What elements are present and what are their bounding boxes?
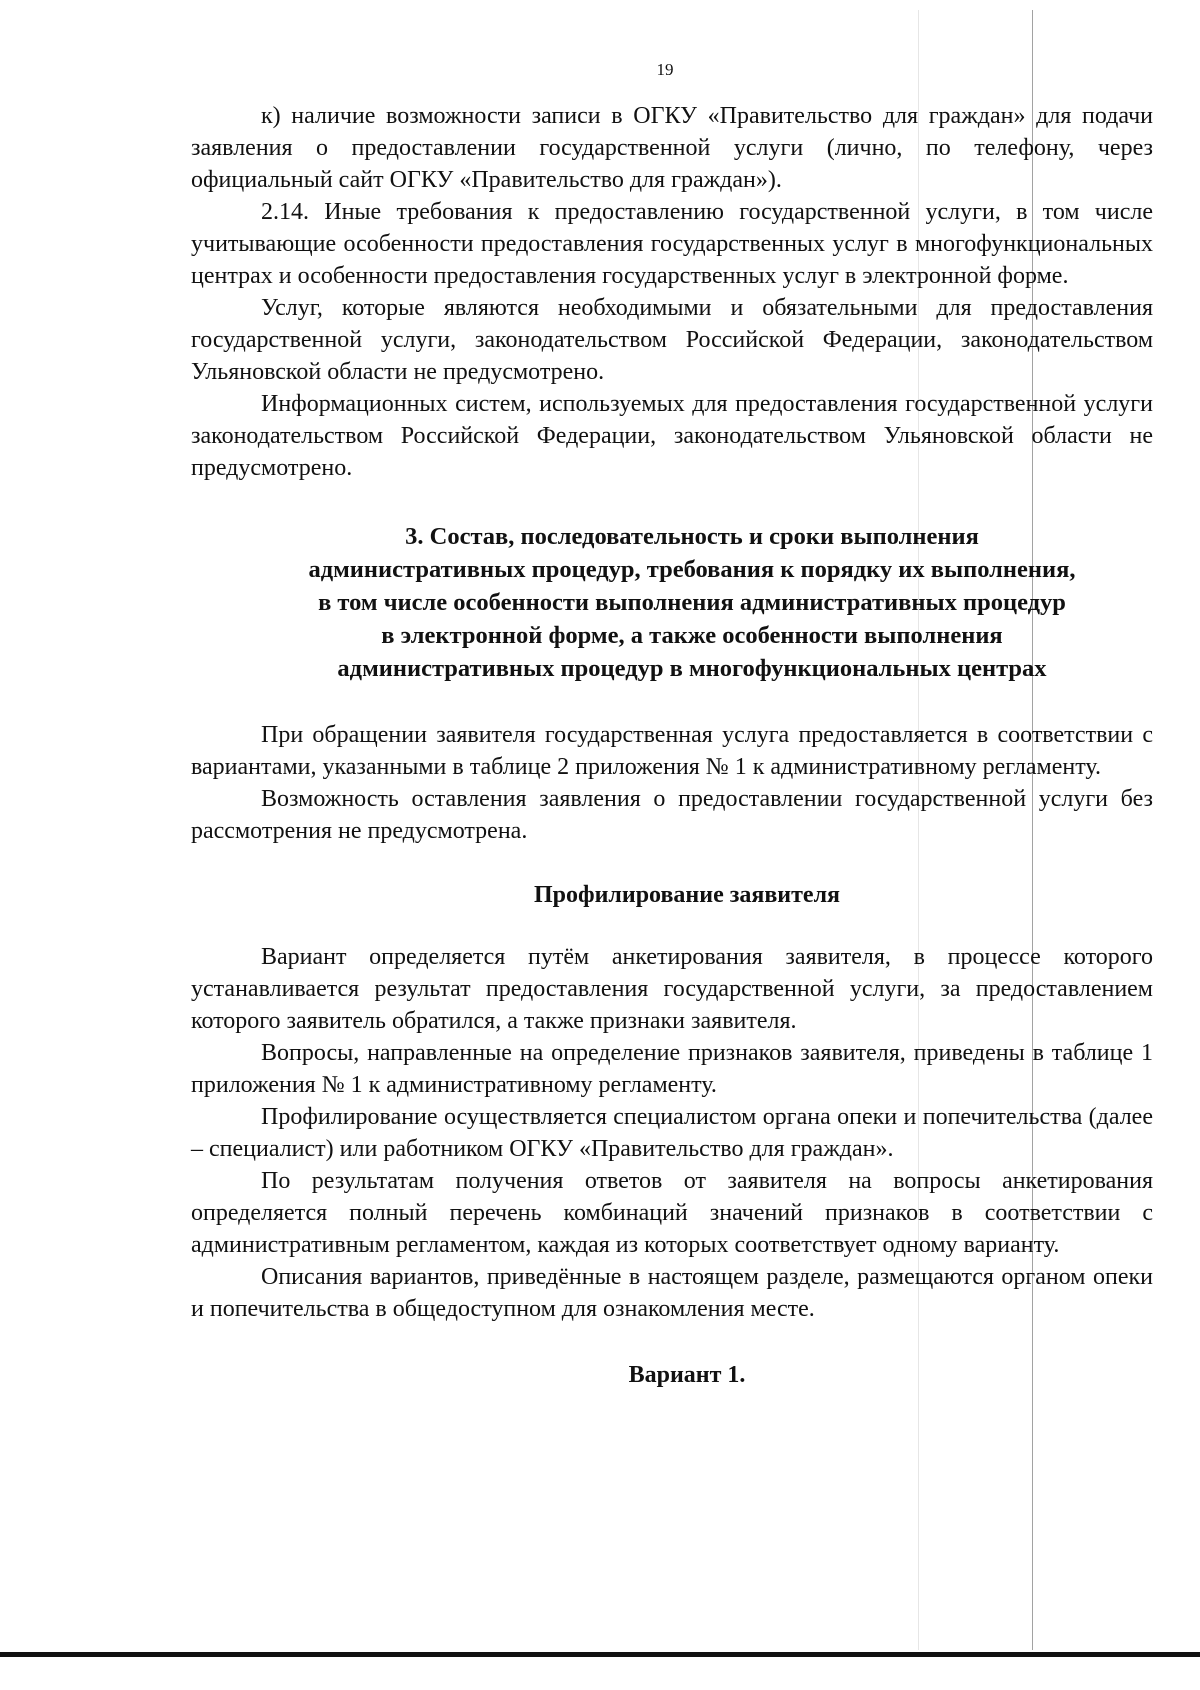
- paragraph-profiling-2: Вопросы, направленные на определение признаков заявителя, приведены в таблице 1 приложения № 1 к административному регламенту.: [191, 1040, 1153, 1098]
- paragraph-profiling-5: Описания вариантов, приведённые в настоящем разделе, размещаются органом опеки и попечительства в общедоступном для ознакомления месте.: [191, 1264, 1153, 1322]
- document-body: [191, 100, 1153, 1391]
- section-3-heading-line: административных процедур в многофункциональных центрах: [337, 655, 1047, 682]
- paragraph-profiling-3: Профилирование осуществляется специалистом органа опеки и попечительства (далее – специалист) или работником ОГКУ «Правительство для граждан».: [191, 1104, 1153, 1162]
- paragraph-information-systems: Информационных систем, используемых для предоставления государственной услуги законодательством Российской Федерации, законодательством Ульяновской области не предусмотрено.: [191, 391, 1153, 481]
- section-3-heading-line: в электронной форме, а также особенности выполнения: [381, 622, 1003, 649]
- section-3-heading-line: 3. Состав, последовательность и сроки выполнения: [405, 523, 979, 550]
- section-3-heading-line: административных процедур, требования к порядку их выполнения,: [308, 556, 1076, 583]
- paragraph-profiling-4: По результатам получения ответов от заявителя на вопросы анкетирования определяется полный перечень комбинаций значений признаков в соответствии с административным регламентом, каждая из которых соответствует одному варианту.: [191, 1168, 1153, 1258]
- paragraph-item-k: к) наличие возможности записи в ОГКУ «Правительство для граждан» для подачи заявления о предоставлении государственной услуги (лично, по телефону, через официальный сайт ОГКУ «Правительство для граждан»).: [191, 103, 1153, 193]
- paragraph-no-rejection: Возможность оставления заявления о предоставлении государственной услуги без рассмотрения не предусмотрена.: [191, 786, 1153, 844]
- scan-bottom-border: [0, 1652, 1200, 1657]
- paragraph-profiling-1: Вариант определяется путём анкетирования заявителя, в процессе которого устанавливается результат предоставления государственной услуги, за предоставлением которого заявитель обратился, а также признаки заявителя.: [191, 944, 1153, 1034]
- paragraph-variants: При обращении заявителя государственная услуга предоставляется в соответствии с вариантами, указанными в таблице 2 приложения № 1 к административному регламенту.: [191, 722, 1153, 780]
- section-3-heading: [191, 520, 1153, 685]
- variant-heading: Вариант 1.: [628, 1362, 746, 1388]
- section-3-heading-line: в том числе особенности выполнения административных процедур: [318, 589, 1066, 616]
- profiling-heading: Профилирование заявителя: [533, 882, 841, 908]
- page-number: 19: [656, 60, 674, 79]
- paragraph-services: Услуг, которые являются необходимыми и обязательными для предоставления государственной услуги, законодательством Российской Федерации, законодательством Ульяновской области не предусмотрено.: [191, 295, 1153, 385]
- paragraph-2-14: 2.14. Иные требования к предоставлению государственной услуги, в том числе учитывающие особенности предоставления государственных услуг в многофункциональных центрах и особенности предоставления государственных услуг в электронной форме.: [191, 199, 1153, 289]
